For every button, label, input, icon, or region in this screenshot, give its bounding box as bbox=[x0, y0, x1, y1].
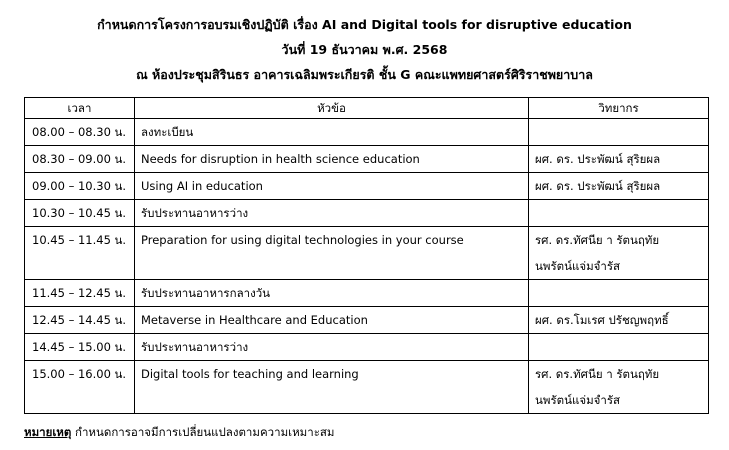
row-time: 08.30 – 09.00 น. bbox=[25, 146, 135, 173]
row-speaker bbox=[529, 227, 709, 280]
row-topic: รับประทานอาหารว่าง bbox=[135, 200, 529, 227]
row-speaker: ผศ. ดร.โมเรศ ปรัชญพฤทธิ์ bbox=[529, 307, 709, 334]
row-speaker bbox=[529, 280, 709, 307]
row-time: 10.30 – 10.45 น. bbox=[25, 200, 135, 227]
note-label: หมายเหตุ bbox=[24, 425, 72, 439]
title-block bbox=[0, 12, 729, 87]
speaker-line-2: นพรัตน์แจ่มจำรัส bbox=[535, 393, 621, 407]
header-speaker: วิทยากร bbox=[529, 98, 709, 119]
footnote bbox=[24, 424, 334, 442]
table-header-row bbox=[25, 98, 709, 119]
row-speaker: ผศ. ดร. ประพัฒน์ สุริยผล bbox=[529, 173, 709, 200]
table-row bbox=[25, 361, 709, 414]
row-speaker bbox=[529, 200, 709, 227]
table-row bbox=[25, 200, 709, 227]
table-row bbox=[25, 119, 709, 146]
note-text: กำหนดการอาจมีการเปลี่ยนแปลงตามความเหมาะสม bbox=[75, 425, 335, 439]
table-row bbox=[25, 307, 709, 334]
row-time: 15.00 – 16.00 น. bbox=[25, 361, 135, 414]
table-row bbox=[25, 280, 709, 307]
row-topic: Preparation for using digital technologies in your course bbox=[135, 227, 529, 280]
table-row bbox=[25, 227, 709, 280]
row-time: 11.45 – 12.45 น. bbox=[25, 280, 135, 307]
speaker-line-1: รศ. ดร.ทัศนีย า รัตนฤทัย bbox=[535, 233, 660, 247]
row-topic: Needs for disruption in health science education bbox=[135, 146, 529, 173]
row-speaker: ผศ. ดร. ประพัฒน์ สุริยผล bbox=[529, 146, 709, 173]
document-title: กำหนดการโครงการอบรมเชิงปฏิบัติ เรื่อง AI and Digital tools for disruptive education bbox=[97, 17, 632, 32]
row-speaker bbox=[529, 361, 709, 414]
row-topic: ลงทะเบียน bbox=[135, 119, 529, 146]
table-row bbox=[25, 334, 709, 361]
event-venue: ณ ห้องประชุมสิรินธร อาคารเฉลิมพระเกียรติ ชั้น G คณะแพทยศาสตร์ศิริราชพยาบาล bbox=[136, 67, 593, 82]
row-topic: Using AI in education bbox=[135, 173, 529, 200]
speaker-line-1: รศ. ดร.ทัศนีย า รัตนฤทัย bbox=[535, 367, 660, 381]
speaker-line-2: นพรัตน์แจ่มจำรัส bbox=[535, 259, 621, 273]
row-speaker bbox=[529, 119, 709, 146]
row-speaker bbox=[529, 334, 709, 361]
row-time: 10.45 – 11.45 น. bbox=[25, 227, 135, 280]
row-time: 12.45 – 14.45 น. bbox=[25, 307, 135, 334]
row-time: 09.00 – 10.30 น. bbox=[25, 173, 135, 200]
row-time: 14.45 – 15.00 น. bbox=[25, 334, 135, 361]
row-topic: รับประทานอาหารกลางวัน bbox=[135, 280, 529, 307]
row-time: 08.00 – 08.30 น. bbox=[25, 119, 135, 146]
row-topic: รับประทานอาหารว่าง bbox=[135, 334, 529, 361]
row-topic: Metaverse in Healthcare and Education bbox=[135, 307, 529, 334]
table-row bbox=[25, 146, 709, 173]
schedule-table bbox=[24, 97, 709, 414]
header-topic: หัวข้อ bbox=[135, 98, 529, 119]
header-time: เวลา bbox=[25, 98, 135, 119]
row-topic: Digital tools for teaching and learning bbox=[135, 361, 529, 414]
table-row bbox=[25, 173, 709, 200]
event-date: วันที่ 19 ธันวาคม พ.ศ. 2568 bbox=[281, 42, 448, 57]
